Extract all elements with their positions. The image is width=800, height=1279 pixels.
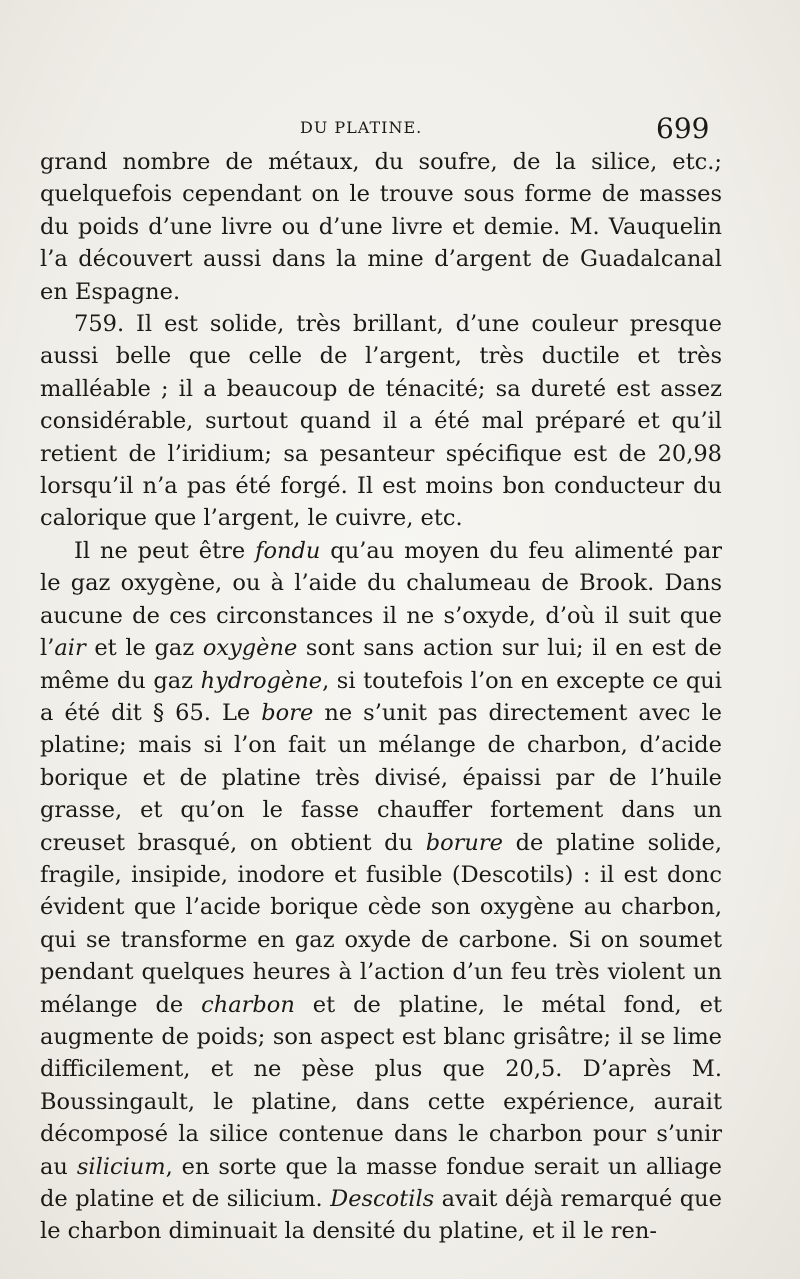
text-run: et de platine, le métal fond, et augmente de poids; son aspect est blanc grisâtre; il se lime difficilement, et ne pèse plus que 20,5. D’après M. Boussingault, le platine, dans cette expérience, aurait décomposé la silice contenue dans le charbon pour s’unir au <box>40 991 722 1180</box>
text-run: , si toutefois l’on en excepte ce qui a été dit § 65. Le <box>40 667 722 726</box>
text-run: et le gaz <box>85 635 203 662</box>
italic-term: oxygène <box>202 635 298 662</box>
text-run: grand nombre de métaux, du soufre, de la silice, etc.; quelquefois cependant on le trouve sous forme de masses du poids d’une livre ou d’une livre et demie. M. Vauquelin l’a découvert aussi dans la mine d’argent de Guadalcanal en Espagne. <box>40 149 722 305</box>
italic-term: borure <box>425 829 503 856</box>
italic-term: silicium <box>76 1153 166 1180</box>
italic-term: Descotils <box>330 1186 435 1212</box>
running-head <box>0 112 800 145</box>
italic-term: bore <box>261 699 314 726</box>
paragraph <box>40 308 722 535</box>
text-run: qu’au moyen du feu alimenté par le gaz oxygène, ou à l’aide du chalumeau de Brook. Dans aucune de ces circonstances il ne s’oxyde, d’où il suit que l’ <box>40 537 723 662</box>
italic-term: air <box>54 635 86 662</box>
paragraph <box>40 535 722 1248</box>
text-run: Il ne peut être <box>74 537 256 564</box>
paragraph <box>40 146 722 308</box>
text-run: de platine solide, fragile, insipide, inodore et fusible (Descotils) : il est donc évident que l’acide borique cède son oxygène au charbon, qui se transforme en gaz oxyde de carbone. Si on soumet pendant quelques heures à l’action d’un feu très violent un mélange de <box>40 829 722 1018</box>
body-text <box>40 146 722 1248</box>
chapter-title: DU PLATINE. <box>300 118 423 137</box>
italic-term: hydrogène <box>200 667 323 694</box>
text-run: avait déjà remarqué que le charbon diminuait la densité du platine, et il le ren- <box>40 1186 722 1245</box>
text-run: ne s’unit pas directement avec le platine; mais si l’on fait un mélange de charbon, d’acide borique et de platine très divisé, épaissi par de l’huile grasse, et qu’on le fasse chauffer fortement dans un creuset brasqué, on obtient du <box>40 699 722 856</box>
italic-term: fondu <box>255 537 321 564</box>
italic-term: charbon <box>201 991 295 1018</box>
text-run: sont sans action sur lui; il en est de même du gaz <box>40 635 722 694</box>
text-run: , en sorte que la masse fondue serait un alliage de platine et de silicium. <box>40 1153 722 1212</box>
text-run: 759. Il est solide, très brillant, d’une couleur presque aussi belle que celle de l’argent, très ductile et très malléable ; il a beaucoup de ténacité; sa dureté est assez considérable, surtout quand il a été mal préparé et qu’il retient de l’iridium; sa pesanteur spécifique est de 20,98 lorsqu’il n’a pas été forgé. Il est moins bon conducteur du calorique que l’argent, le cuivre, etc. <box>40 311 722 532</box>
page-number: 699 <box>656 112 710 145</box>
